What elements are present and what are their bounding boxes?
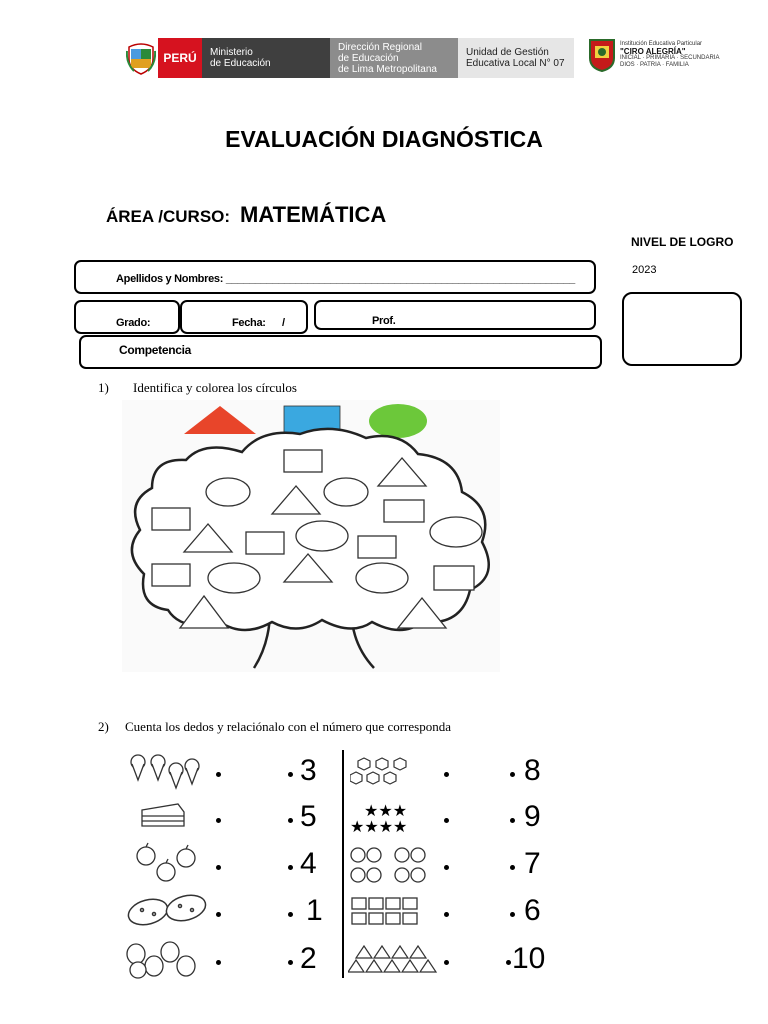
match-dot[interactable] — [444, 818, 449, 823]
cake-icon — [138, 800, 190, 832]
right-number: 10 — [512, 942, 546, 975]
nivel-label: NIVEL DE LOGRO — [631, 235, 734, 249]
right-number: 6 — [524, 894, 541, 927]
left-number: 1 — [306, 894, 323, 927]
match-dot[interactable] — [506, 960, 511, 965]
svg-text:★★★★: ★★★★ — [350, 817, 408, 834]
left-number: 5 — [300, 800, 317, 833]
question-2-text: Cuenta los dedos y relaciónalo con el número que corresponda — [125, 719, 451, 734]
tree-square — [246, 532, 284, 554]
names-box[interactable] — [74, 260, 596, 294]
square-icon — [350, 896, 430, 928]
tree-circle — [430, 517, 482, 547]
matching-exercise — [120, 750, 570, 982]
match-dot[interactable] — [216, 772, 221, 777]
tree-circle — [208, 563, 260, 593]
match-dot[interactable] — [216, 912, 221, 917]
year-label: 2023 — [632, 264, 657, 276]
match-dot[interactable] — [288, 960, 293, 965]
match-dot[interactable] — [288, 912, 293, 917]
circle-icon — [350, 846, 434, 886]
match-dot[interactable] — [510, 865, 515, 870]
left-number: 4 — [300, 847, 317, 880]
match-dot[interactable] — [216, 960, 221, 965]
ice-cream-icon — [126, 752, 206, 792]
match-dot[interactable] — [444, 865, 449, 870]
date-box[interactable] — [180, 300, 308, 334]
right-number: 9 — [524, 800, 541, 833]
right-number: 8 — [524, 754, 541, 787]
prof-label: Prof. — [372, 315, 396, 327]
question-2-number: 2) — [98, 719, 109, 734]
match-dot[interactable] — [288, 865, 293, 870]
match-dot[interactable] — [510, 818, 515, 823]
strawberry-icon — [124, 940, 204, 980]
peru-seal-icon — [124, 38, 158, 78]
match-dot[interactable] — [510, 912, 515, 917]
competencia-label: Competencia — [119, 343, 192, 357]
course-name: MATEMÁTICA — [240, 202, 387, 227]
regional-label: Dirección Regional de Educación de Lima Metropolitana — [330, 38, 458, 78]
tree-circle — [356, 563, 408, 593]
date-separator: / — [282, 317, 285, 329]
names-label: Apellidos y Nombres: ____________________________________________________________ — [116, 273, 575, 285]
tree-square — [358, 536, 396, 558]
ministry-label: Ministerio de Educación — [202, 38, 330, 78]
nivel-box[interactable] — [622, 292, 742, 366]
tree-circle — [296, 521, 348, 551]
tree-circle — [206, 478, 250, 506]
triangle-icon — [348, 944, 444, 974]
tree-square — [152, 508, 190, 530]
school-shield-icon — [588, 38, 616, 72]
ugel-label: Unidad de Gestión Educativa Local N° 07 — [458, 38, 574, 78]
apple-icon — [130, 842, 202, 884]
match-dot[interactable] — [444, 772, 449, 777]
grade-box[interactable] — [74, 300, 180, 334]
grade-label: Grado: — [116, 317, 151, 329]
matching-divider — [342, 750, 344, 978]
date-label: Fecha: — [232, 317, 266, 329]
tree-square — [284, 450, 322, 472]
area-label: ÁREA /CURSO: — [106, 207, 231, 226]
question-1-text: Identifica y colorea los círculos — [133, 380, 297, 395]
legend-circle — [369, 404, 427, 438]
hexagon-icon — [350, 756, 412, 786]
potato-icon — [126, 892, 208, 928]
question-1-number: 1) — [98, 380, 109, 395]
match-dot[interactable] — [288, 772, 293, 777]
area-heading — [106, 202, 386, 228]
match-dot[interactable] — [216, 818, 221, 823]
match-dot[interactable] — [288, 818, 293, 823]
tree-square — [384, 500, 424, 522]
match-dot[interactable] — [444, 960, 449, 965]
right-number: 7 — [524, 847, 541, 880]
match-dot[interactable] — [510, 772, 515, 777]
prof-box[interactable] — [314, 300, 596, 330]
svg-text:★★★: ★★★ — [364, 802, 408, 820]
match-dot[interactable] — [444, 912, 449, 917]
left-number: 3 — [300, 754, 317, 787]
tree-square — [434, 566, 474, 590]
peru-label: PERÚ — [158, 38, 202, 78]
tree-circle — [324, 478, 368, 506]
left-number: 2 — [300, 942, 317, 975]
star-icon — [350, 802, 436, 834]
header-bar — [124, 38, 574, 78]
match-dot[interactable] — [216, 865, 221, 870]
competencia-box[interactable] — [79, 335, 602, 369]
tree-square — [152, 564, 190, 586]
tree-shapes-drawing — [122, 400, 500, 672]
page-title: EVALUACIÓN DIAGNÓSTICA — [225, 126, 543, 152]
school-logo: Institución Educativa Particular "CIRO ALEGRÍA" INICIAL · PRIMARIA · SECUNDARIA DIOS · PATRIA · FAMILIA — [588, 38, 719, 72]
